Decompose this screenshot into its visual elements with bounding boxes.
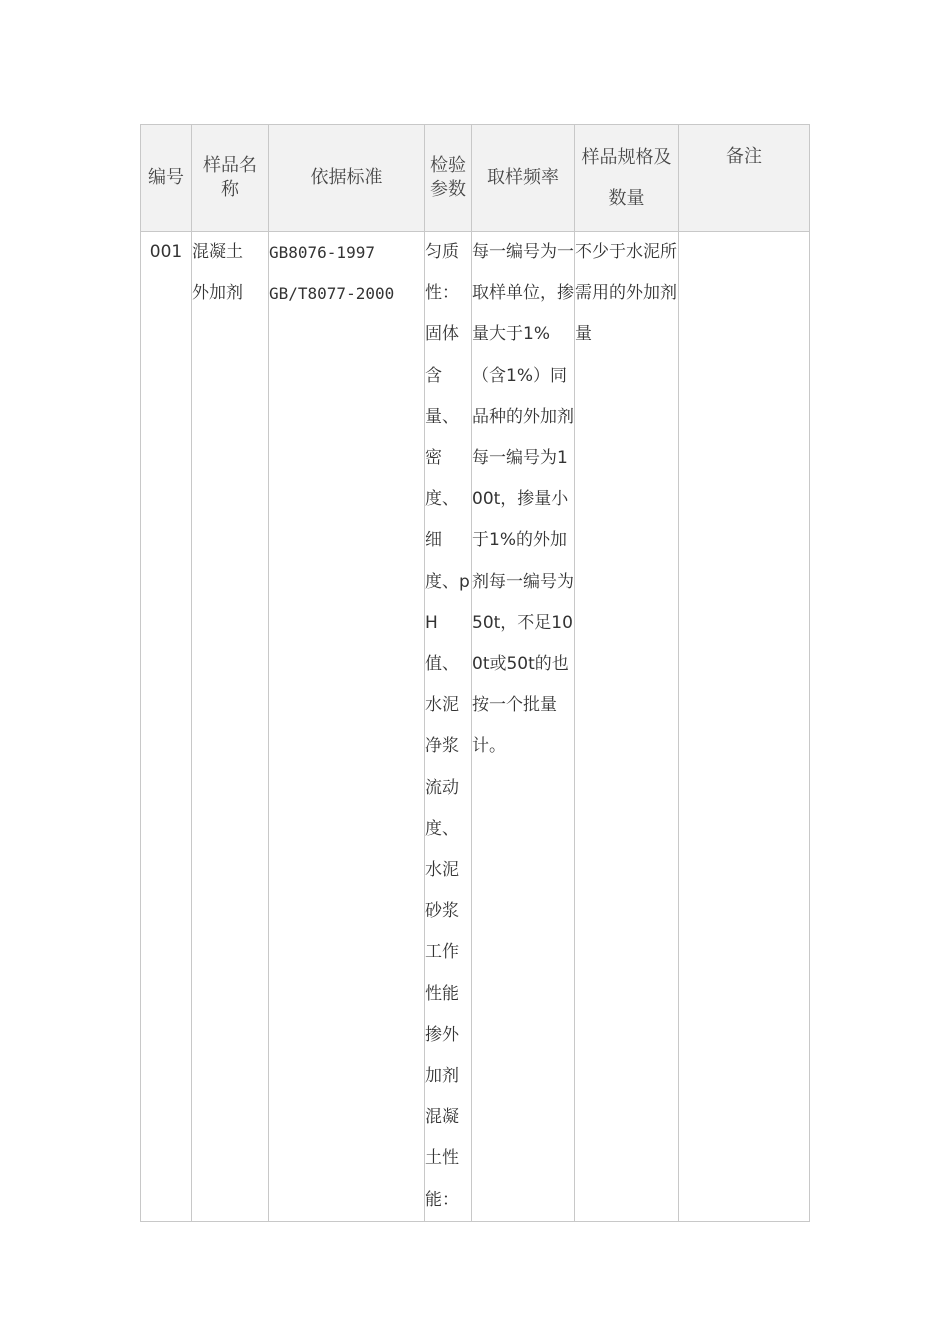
header-spec-quantity-line2: 数量 xyxy=(608,188,645,209)
header-sample-name-line2: 称 xyxy=(221,179,239,200)
table-header-row xyxy=(141,125,810,232)
header-frequency: 取样频率 xyxy=(472,125,575,232)
cell-sample-name-line2: 外加剂 xyxy=(192,283,243,304)
cell-standard xyxy=(269,232,425,1222)
cell-sample-name-line1: 混凝土 xyxy=(192,242,243,262)
header-remarks: 备注 xyxy=(679,125,810,232)
cell-frequency-text: 每一编号为一取样单位，掺量大于1%（含1%）同品种的外加剂每一编号为100t，掺量小于1%的外加剂每一编号为50t，不足100t或50t的也按一个批量计。 xyxy=(472,242,574,757)
cell-test-params-text: 匀质性：固体含量、密度、细度、pH值、水泥净浆流动度、水泥砂浆工作性能掺外加剂混凝土性能： xyxy=(425,242,470,1210)
header-spec-quantity-line1: 样品规格及 xyxy=(581,147,672,168)
header-standard: 依据标准 xyxy=(269,125,425,232)
header-test-params xyxy=(425,125,472,232)
cell-standard-line1: GB8076-1997 xyxy=(269,243,375,262)
header-id: 编号 xyxy=(141,125,192,232)
cell-spec-quantity-text: 不少于水泥所需用的外加剂量 xyxy=(575,242,677,345)
cell-sample-name xyxy=(192,232,269,1222)
cell-remarks xyxy=(679,232,810,1222)
header-test-params-line2: 参数 xyxy=(430,179,466,200)
header-sample-name-line1: 样品名 xyxy=(203,155,257,176)
cell-frequency xyxy=(472,232,575,1222)
table-row xyxy=(141,232,810,1222)
cell-test-params xyxy=(425,232,472,1222)
sampling-spec-table xyxy=(140,124,810,1222)
spec-table-container xyxy=(140,124,809,1210)
header-test-params-line1: 检验 xyxy=(430,155,466,176)
cell-spec-quantity xyxy=(575,232,679,1222)
cell-id: 001 xyxy=(141,232,192,1222)
cell-standard-line2: GB/T8077-2000 xyxy=(269,284,395,304)
header-spec-quantity xyxy=(575,125,679,232)
header-sample-name xyxy=(192,125,269,232)
